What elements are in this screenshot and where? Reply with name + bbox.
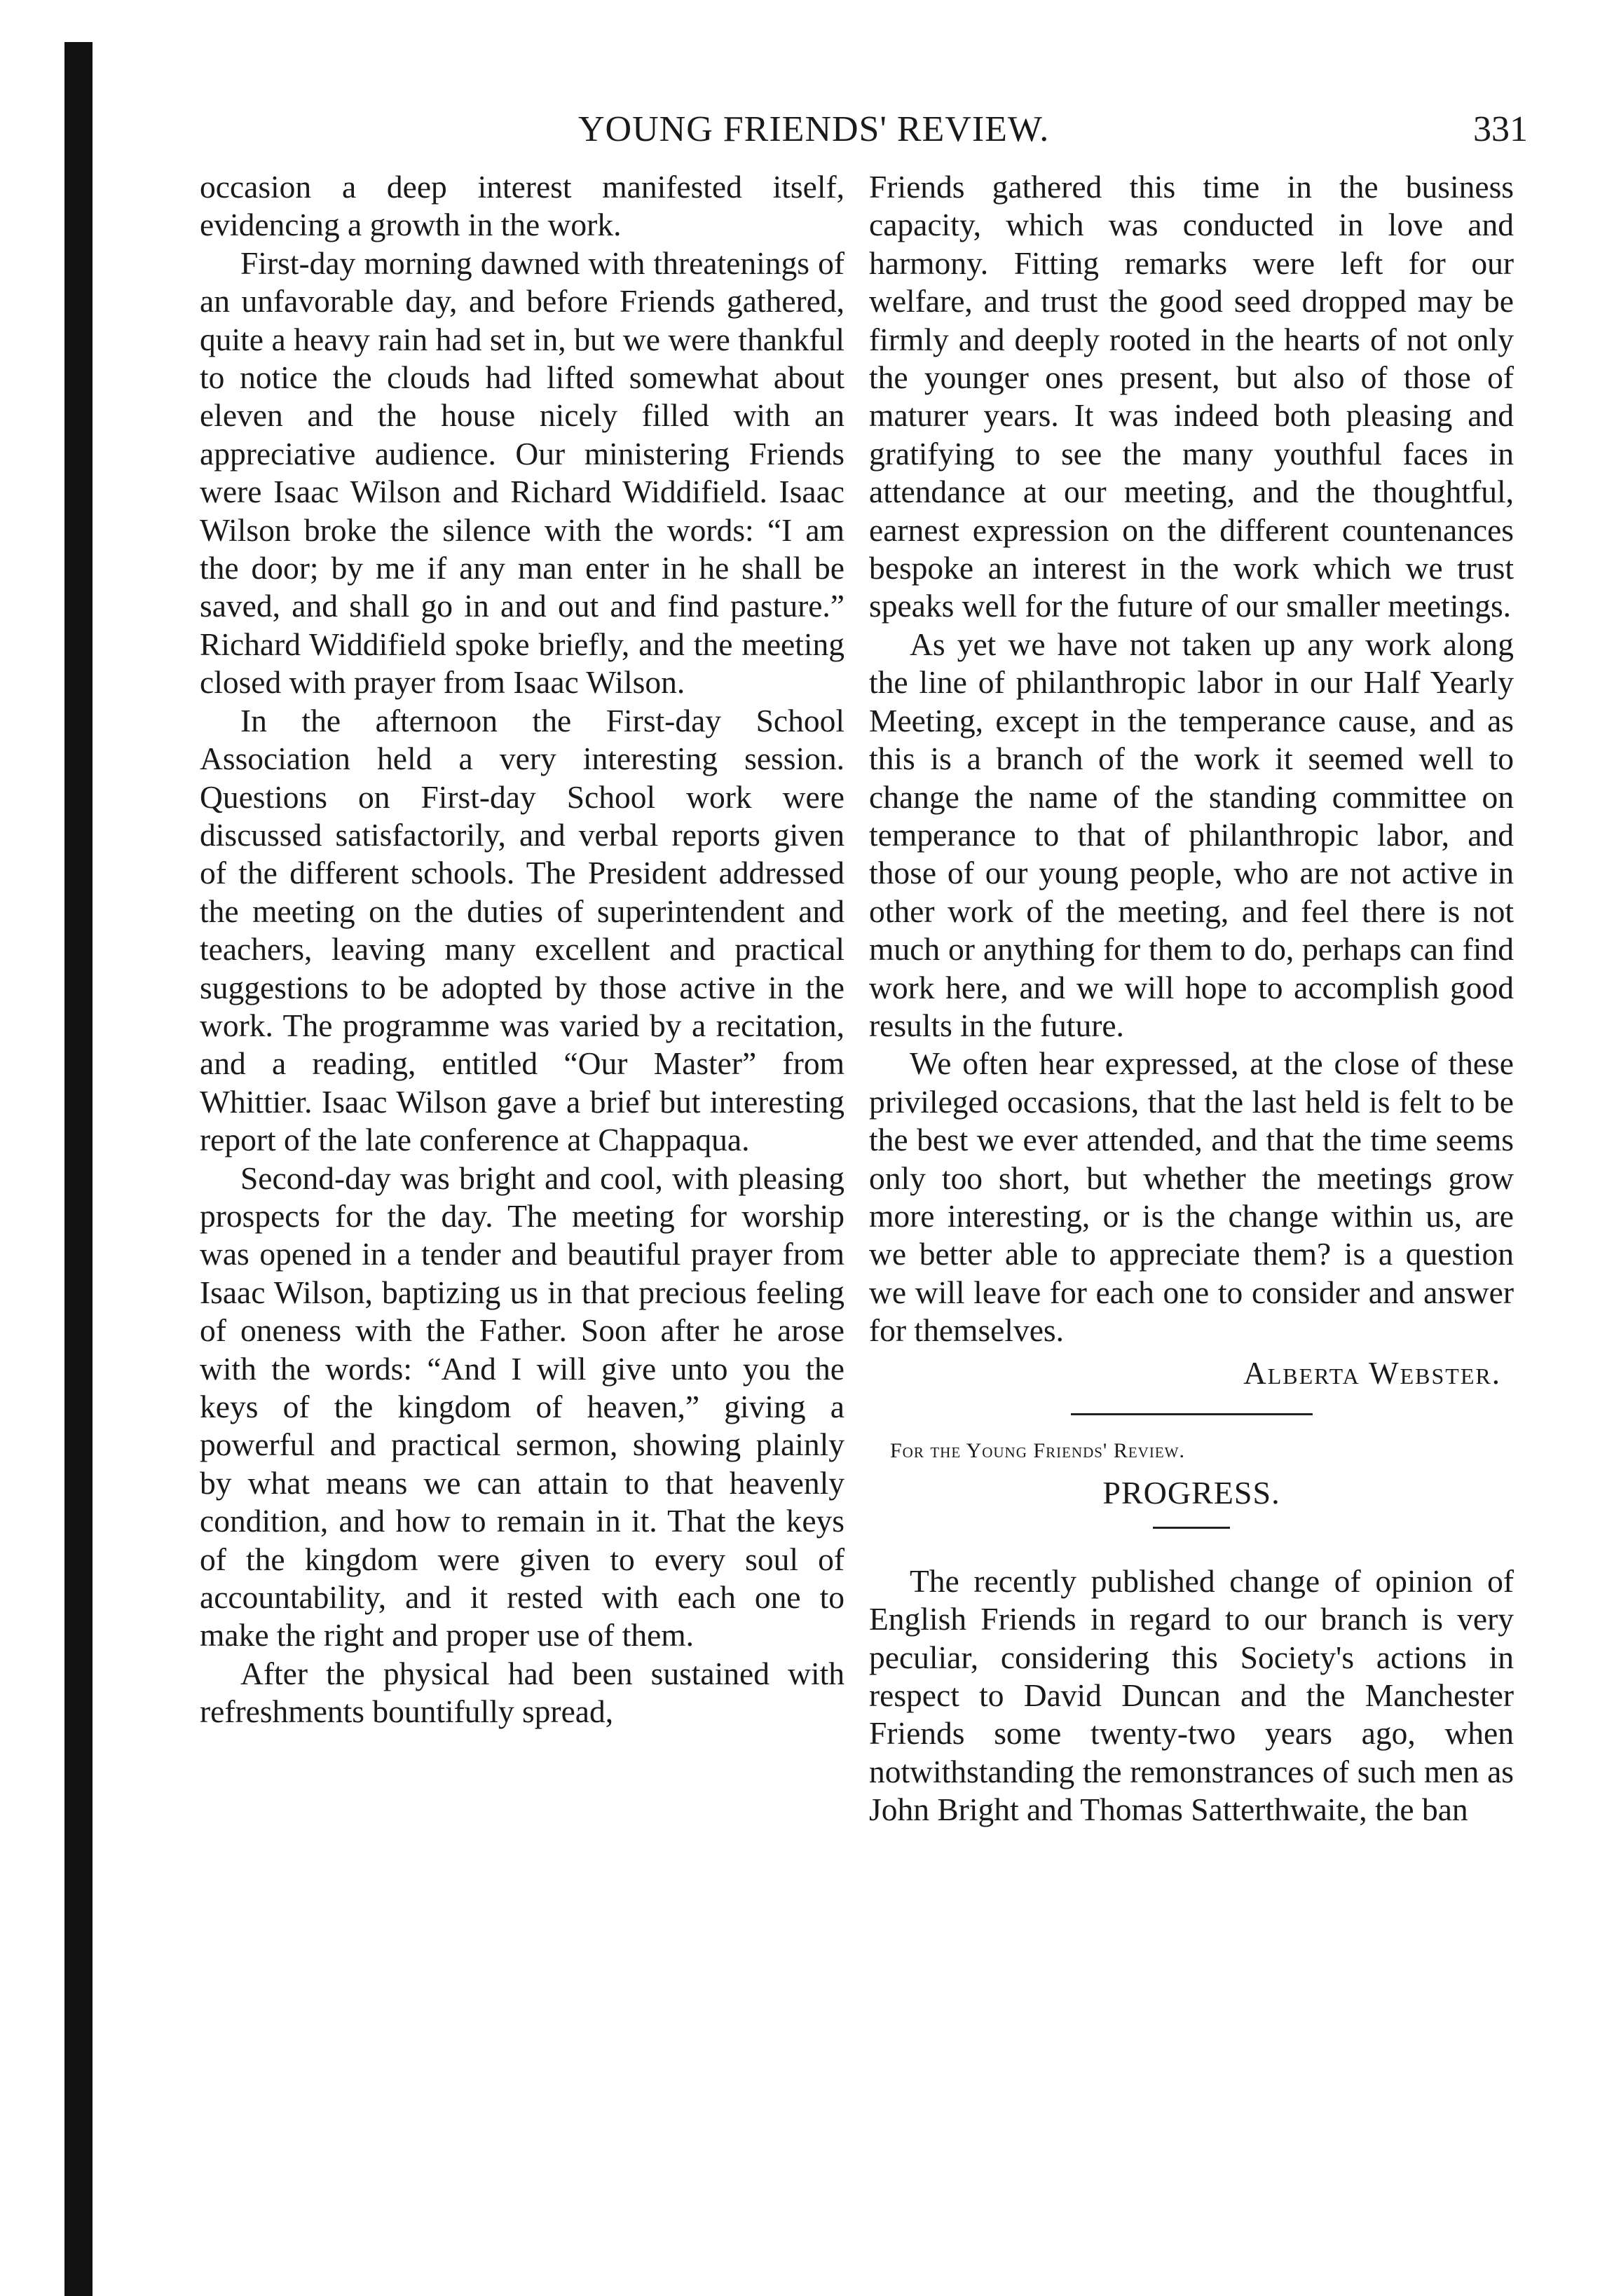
running-head bbox=[196, 109, 1528, 165]
article-title: PROGRESS. bbox=[1102, 1475, 1280, 1511]
author-signature: Alberta Webster. bbox=[1243, 1355, 1501, 1391]
article-attribution: For the Young Friends' Review. bbox=[890, 1439, 1185, 1462]
paragraph: As yet we have not taken up any work along the line of philanthropic labor in our Half Yearly Meeting, except in the temperance cause, and as this is a branch of the work it seemed well to change the name of the standing committee on temperance to that of philanthropic labor, and those of our young people, who are not active in other work of the meeting, and feel there is not much or anything for them to do, perhaps can find work here, and we will hope to accomplish good results in the future. bbox=[869, 626, 1514, 1043]
paragraph: We often hear expressed, at the close of these privileged occasions, that the last held is felt to be the best we ever attended, and that the time seems only too short, but whether the meetings grow more interesting, or is the change within us, are we better able to appreciate them? is a question we will leave for each one to consider and answer for themselves. bbox=[869, 1045, 1514, 1349]
binding-edge bbox=[64, 42, 93, 2296]
paragraph: occasion a deep interest manifested itself, evidencing a growth in the work. bbox=[200, 169, 845, 243]
left-column bbox=[200, 168, 845, 1731]
section-divider bbox=[1071, 1413, 1313, 1415]
right-column bbox=[869, 168, 1514, 1829]
paragraph: After the physical had been sustained with refreshments bountifully spread, bbox=[200, 1655, 845, 1730]
running-title: YOUNG FRIENDS' REVIEW. bbox=[578, 109, 1050, 149]
paragraph: Friends gathered this time in the business capacity, which was conducted in love and harmony. Fitting remarks were left for our welfare, and trust the good seed dropped may be firmly and deeply rooted in the hearts of not only the younger ones present, but also of those of maturer years. It was indeed both pleasing and gratifying to see the many youthful faces in attendance at our meeting, and the thoughtful, earnest expression on the different countenances bespoke an interest in the work which we trust speaks well for the future of our smaller meetings. bbox=[869, 169, 1514, 624]
paragraph: The recently published change of opinion of English Friends in regard to our branch is very peculiar, considering this Society's actions in respect to David Duncan and the Manchester Friends some twenty-two years ago, when notwithstanding the remonstrances of such men as John Bright and Thomas Satterthwaite, the ban bbox=[869, 1562, 1514, 1828]
page-number: 331 bbox=[1473, 109, 1528, 149]
paragraph: Second-day was bright and cool, with pleasing prospects for the day. The meeting for worship was opened in a tender and beautiful prayer from Isaac Wilson, baptizing us in that precious feeling of oneness with the Father. Soon after he arose with the words: “And I will give unto you the keys of the kingdom of heaven,” giving a powerful and practical sermon, showing plainly by what means we can attain to that heavenly condition, and how to remain in it. That the keys of the kingdom were given to every soul of accountability, and it rested with each one to make the right and proper use of them. bbox=[200, 1160, 845, 1654]
paragraph: In the afternoon the First-day School Association held a very interesting session. Questions on First-day School work were discussed satisfactorily, and verbal reports given of the different schools. The President addressed the meeting on the duties of superintendent and teachers, leaving many excellent and practical suggestions to be adopted by those active in the work. The programme was varied by a recitation, and a reading, entitled “Our Master” from Whittier. Isaac Wilson gave a brief but interesting report of the late conference at Chappaqua. bbox=[200, 702, 845, 1158]
paragraph: First-day morning dawned with threatenings of an unfavorable day, and before Friends gathered, quite a heavy rain had set in, but we were thankful to notice the clouds had lifted somewhat about eleven and the house nicely filled with an appreciative audience. Our ministering Friends were Isaac Wilson and Richard Widdifield. Isaac Wilson broke the silence with the words: “I am the door; by me if any man enter in he shall be saved, and shall go in and out and find pasture.” Richard Widdifield spoke briefly, and the meeting closed with prayer from Isaac Wilson. bbox=[200, 245, 845, 701]
title-rule bbox=[1153, 1527, 1230, 1529]
